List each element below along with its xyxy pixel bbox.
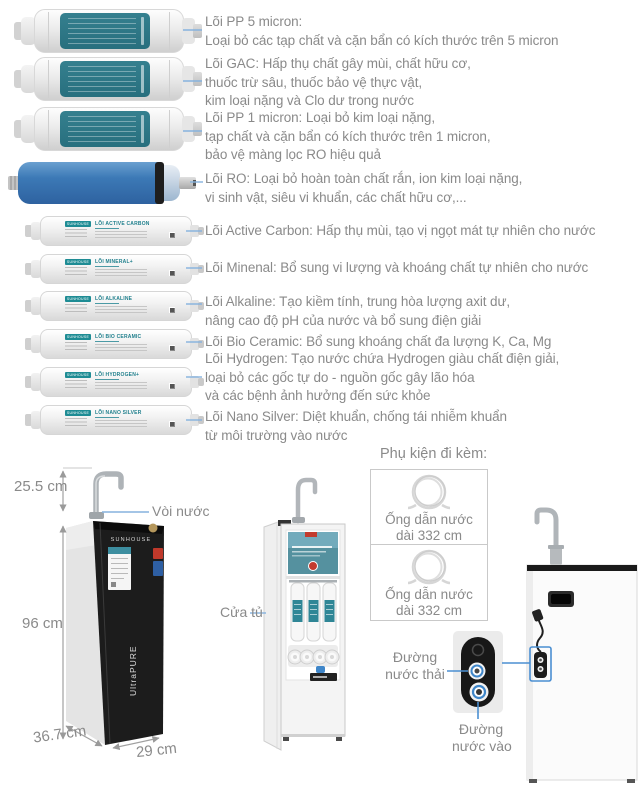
callout-faucet: Vòi nước	[152, 503, 210, 519]
filter-desc-mineral: Lõi Minenal: Bổ sung vi lượng và khoáng chất tự nhiên cho nước	[205, 260, 589, 275]
filter-desc-hydrogen: Lõi Hydrogen: Tạo nước chứa Hydrogen giàu chất điện giải, loại bỏ các gốc tự do - nguồn gốc gây lão hóa và các bệnh ảnh hưởng đến sức khỏe	[205, 351, 560, 404]
accessory-box-tube-2: Ống dẫn nước dài 332 cm	[370, 544, 488, 621]
dimension-body-height: 96 cm	[22, 615, 63, 632]
tube-coil-icon	[406, 472, 452, 512]
model-logo: UltraPURE	[128, 645, 138, 696]
accessory-box-tube-1: Ống dẫn nước dài 332 cm	[370, 469, 488, 546]
leader-lines	[102, 30, 266, 613]
filter-desc-active-carbon: Lõi Active Carbon: Hấp thụ mùi, tạo vị ngọt mát tự nhiên cho nước	[205, 223, 596, 238]
dimension-faucet-height: 25.5 cm	[14, 478, 68, 495]
filter-desc-pp5: Lõi PP 5 micron: Loại bỏ các tạp chất và cặn bẩn có kích thước trên 5 micron	[205, 14, 559, 48]
callout-inlet-water: Đường nước vào	[452, 721, 512, 754]
brand-badge: SUNHOUSE	[66, 222, 90, 226]
dimension-arrows	[63, 468, 159, 748]
connector-callout-lines	[447, 647, 551, 719]
callout-door: Cửa tủ	[220, 604, 263, 620]
dimension-width: 29 cm	[135, 739, 178, 762]
filter-desc-ro: Lõi RO: Loại bỏ hoàn toàn chất rắn, ion kim loại nặng, vi sinh vật, siêu vi khuẩn, các chất hữu cơ,...	[205, 171, 523, 205]
filter-cartridge-mineral: SUNHOUSE LÕI MINERAL+	[25, 254, 197, 284]
callout-waste-water: Đường nước thải	[385, 649, 445, 682]
filter-desc-nano-silver: Lõi Nano Silver: Diệt khuẩn, chống tái nhiễm khuẩn từ môi trường vào nước	[205, 409, 507, 443]
filter-desc-pp1: Lõi PP 1 micron: Loại bỏ kim loại nặng, tạp chất và cặn bẩn có kích thước trên 1 micron, bảo vệ màng lọc RO hiệu quả	[205, 110, 491, 163]
tube-coil-icon	[406, 547, 452, 587]
filter-cartridge-bio-ceramic: SUNHOUSE LÕI BIO CERAMIC	[25, 329, 197, 359]
brand-logo: SUNHOUSE	[110, 537, 152, 543]
filter-desc-alkaline: Lõi Alkaline: Tạo kiềm tính, trung hòa lượng axit dư, nâng cao độ pH của nước và bổ sung điện giải	[205, 294, 511, 328]
filter-desc-bio-ceramic: Lõi Bio Ceramic: Bổ sung khoáng chất đa lượng K, Ca, Mg	[205, 334, 552, 349]
dimension-depth: 36.7 cm	[32, 722, 88, 747]
filter-cartridge-alkaline: SUNHOUSE LÕI ALKALINE	[25, 291, 197, 321]
filter-cartridge-hydrogen: SUNHOUSE LÕI HYDROGEN+	[25, 367, 197, 397]
accessories-title: Phụ kiện đi kèm:	[380, 446, 488, 462]
cartridge-title: LÕI ACTIVE CARBON	[95, 221, 150, 227]
filter-cartridge-nano-silver: SUNHOUSE LÕI NANO SILVER	[25, 405, 197, 435]
filter-desc-gac: Lõi GAC: Hấp thụ chất gây mùi, chất hữu cơ, thuốc trừ sâu, thuốc bảo vệ thực vật, kim loại nặng và Clo dư trong nước	[205, 56, 471, 109]
